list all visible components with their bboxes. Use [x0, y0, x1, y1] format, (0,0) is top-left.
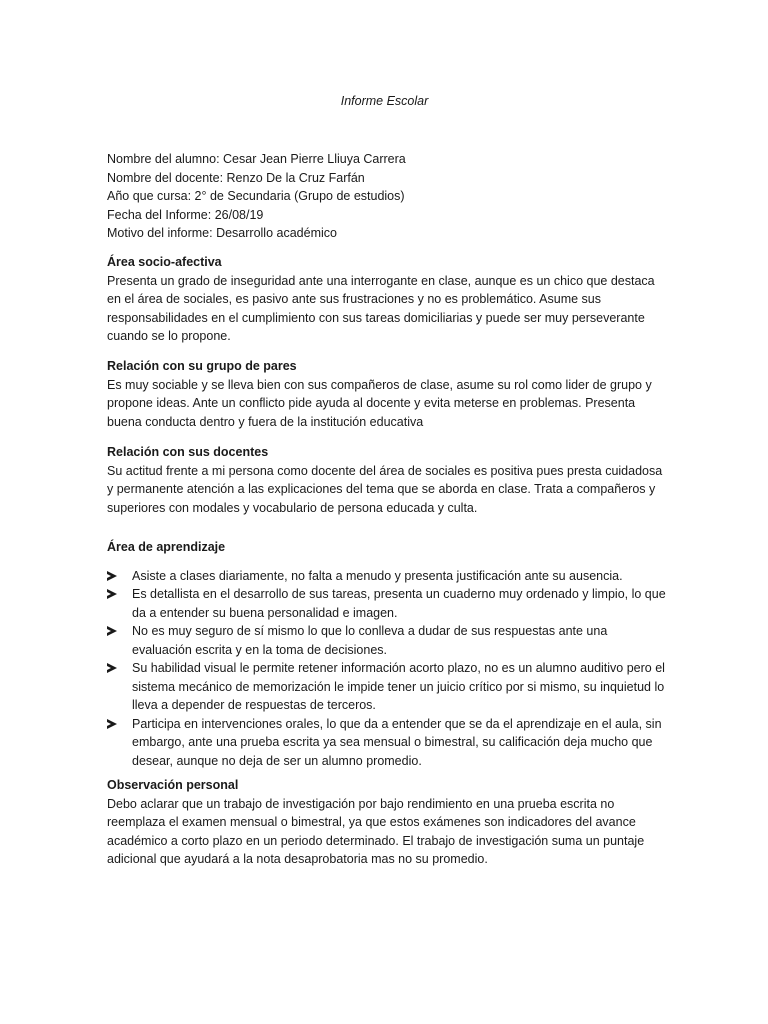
list-item-text: Es detallista en el desarrollo de sus tareas, presenta un cuaderno muy ordenado y limpio, lo que da a entender su buena personalidad e imagen.	[132, 587, 666, 620]
learning-list	[107, 567, 667, 771]
document-title: Informe Escolar	[340, 94, 429, 108]
teacher-name: Nombre del docente: Renzo De la Cruz Farfán	[107, 170, 365, 185]
list-item-text: Su habilidad visual le permite retener información acorto plazo, no es un alumno auditivo pero el sistema mecánico de memorización le impide tener un juicio crítico por si mismo, su inquietud lo lleva a depender de respuestas de terceros.	[132, 661, 665, 712]
section-text: Su actitud frente a mi persona como docente del área de sociales es positiva pues presta cuidadosa y permanente atención a las explicaciones del tema que se aborda en clase. Trata a compañeros y superiores con modales y vocabulario de persona educada y culta.	[107, 463, 663, 515]
list-item-text: No es muy seguro de sí mismo lo que lo conlleva a dudar de sus respuestas ante una evaluación escrita y en la toma de decisiones.	[132, 624, 608, 657]
section-socio-afectiva	[107, 253, 667, 346]
report-reason: Motivo del informe: Desarrollo académico	[107, 226, 337, 240]
report-date: Fecha del Informe: 26/08/19	[107, 207, 264, 222]
list-item-text: Asiste a clases diariamente, no falta a menudo y presenta justificación ante su ausencia.	[132, 568, 623, 583]
arrow-bullet-icon	[107, 589, 117, 599]
section-text: Debo aclarar que un trabajo de investigación por bajo rendimiento en una prueba escrita no reemplaza el examen mensual o bimestral, ya que estos exámenes son indicadores del avance académico a corto plazo en un periodo determinado. El trabajo de investigación suma un puntaje adicional que ayudará a la nota desaprobatoria mas no su promedio.	[107, 796, 645, 866]
section-heading: Área socio-afectiva	[107, 255, 222, 269]
section-aprendizaje	[107, 538, 667, 770]
section-heading: Área de aprendizaje	[107, 540, 226, 554]
section-docentes	[107, 443, 667, 517]
arrow-bullet-icon	[107, 663, 117, 673]
list-item	[107, 585, 667, 622]
arrow-bullet-icon	[107, 626, 117, 636]
section-heading: Relación con sus docentes	[107, 445, 269, 459]
arrow-bullet-icon	[107, 719, 117, 729]
list-item	[107, 622, 667, 659]
list-item	[107, 715, 667, 771]
grade-level: Año que cursa: 2° de Secundaria (Grupo de estudios)	[107, 189, 405, 203]
section-pares	[107, 357, 667, 431]
list-item-text: Participa en intervenciones orales, lo que da a entender que se da el aprendizaje en el aula, sin embargo, ante una prueba escrita ya sea mensual o bimestral, su calificación deja mucho que desear, aunque no deja de ser un alumno promedio.	[132, 716, 662, 768]
arrow-bullet-icon	[107, 571, 117, 581]
section-observacion	[107, 776, 667, 869]
list-item	[107, 659, 667, 715]
section-text: Presenta un grado de inseguridad ante una interrogante en clase, aunque es un chico que destaca en el área de sociales, es pasivo ante sus frustraciones y no es problemático. Asume sus responsabilidades en el cumplimiento con sus tareas domiciliarias y puede ser muy perseverante cuando se lo propone.	[107, 273, 655, 343]
section-heading: Observación personal	[107, 778, 239, 792]
section-text: Es muy sociable y se lleva bien con sus compañeros de clase, asume su rol como lider de grupo y propone ideas. Ante un conflicto pide ayuda al docente y evita meterse en problemas. Presenta buena conducta dentro y fuera de la institución educativa	[107, 377, 652, 429]
student-info	[107, 150, 667, 243]
student-name: Nombre del alumno: Cesar Jean Pierre Lliuya Carrera	[107, 152, 406, 166]
list-item	[107, 567, 667, 586]
section-heading: Relación con su grupo de pares	[107, 359, 297, 373]
